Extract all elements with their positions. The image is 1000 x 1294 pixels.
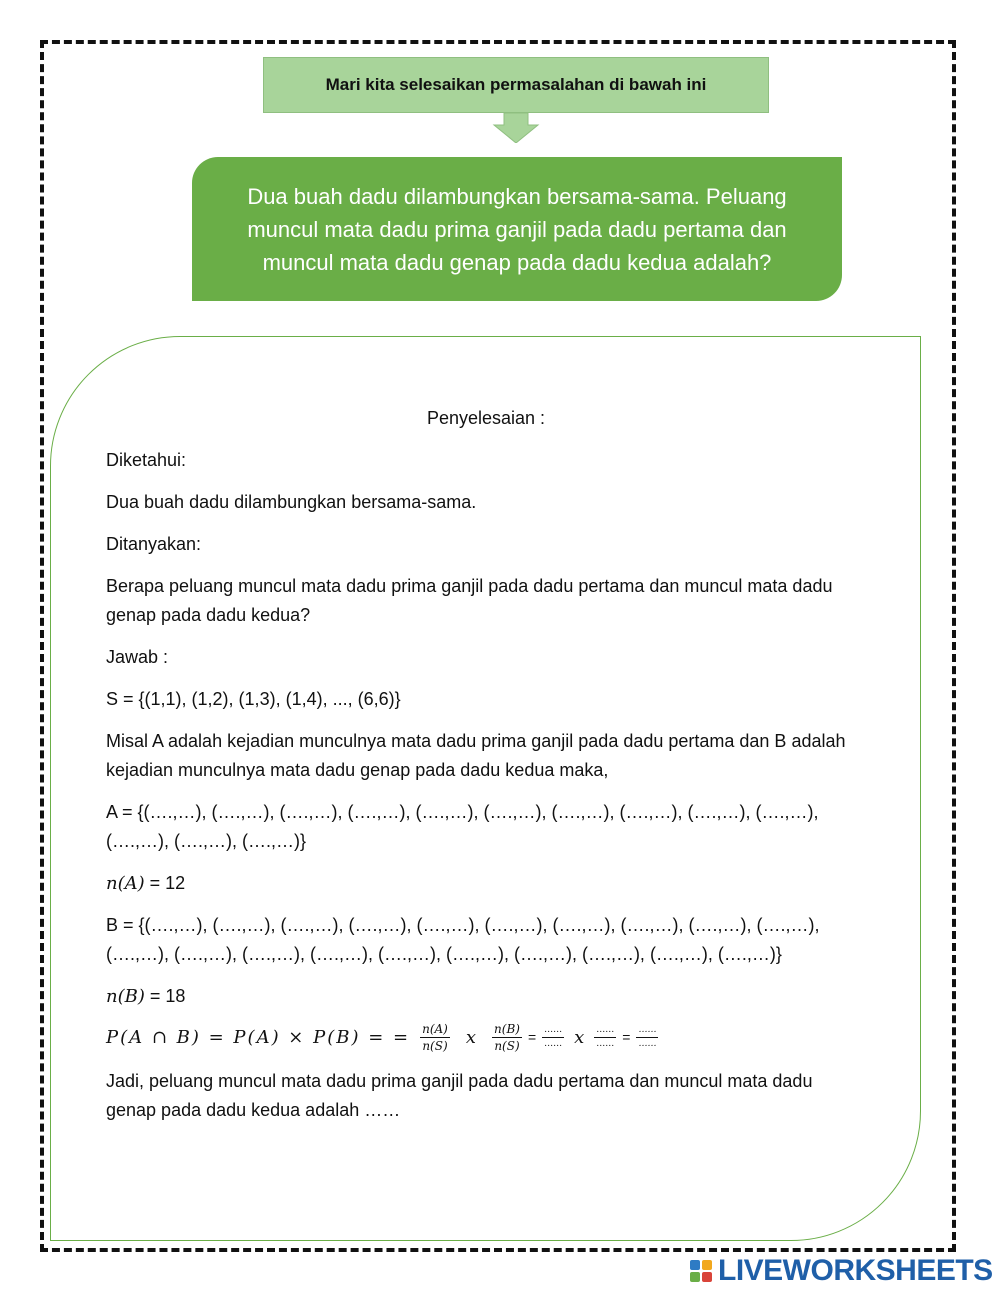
n-a-value: = 12 xyxy=(144,873,186,893)
fraction-denominator: n(S) xyxy=(422,1039,448,1053)
solution-heading: Penyelesaian : xyxy=(426,408,546,428)
blank-denominator[interactable]: …… xyxy=(544,1039,563,1049)
answer-label: Jawab : xyxy=(106,647,169,667)
n-a-line xyxy=(106,869,866,898)
liveworksheets-brand xyxy=(690,1255,993,1287)
liveworksheets-logo-icon xyxy=(690,1260,712,1282)
n-b-value: = 18 xyxy=(144,986,186,1006)
fraction-numerator: n(A) xyxy=(422,1022,448,1036)
fraction-n-a-over-n-s xyxy=(420,1022,450,1053)
solution-content xyxy=(106,404,866,1138)
blank-fraction-1[interactable] xyxy=(542,1025,564,1050)
asked-label: Ditanyakan: xyxy=(106,534,202,554)
instruction-banner xyxy=(263,57,769,113)
set-b: B = {(….,…), (….,…), (….,…), (….,…), (….,…), (….,…), (….,…), (….,…), (….,…), (….,…), (….,…), (….,…), (….,…), (….,…), (….,…), (….,…), (….,…), (….,…), (….,…), (….,…)} xyxy=(106,915,820,964)
known-label: Diketahui: xyxy=(106,450,187,470)
asked-text: Berapa peluang muncul mata dadu prima ganjil pada dadu pertama dan muncul mata dadu genap pada dadu kedua? xyxy=(106,576,833,625)
brand-text: LIVEWORKSHEETS xyxy=(718,1254,993,1287)
problem-text: Dua buah dadu dilambungkan bersama-sama. Peluang muncul mata dadu prima ganjil pada dadu pertama dan muncul mata dadu genap pada dadu kedua adalah? xyxy=(247,183,787,275)
blank-fraction-2[interactable] xyxy=(594,1025,616,1050)
known-text: Dua buah dadu dilambungkan bersama-sama. xyxy=(106,492,477,512)
times-symbol: x xyxy=(465,1027,477,1048)
n-a-symbol: n(A) xyxy=(106,873,145,894)
blank-denominator[interactable]: …… xyxy=(638,1039,657,1049)
sample-space: S = {(1,1), (1,2), (1,3), (1,4), ..., (6,6)} xyxy=(106,689,401,709)
fraction-numerator: n(B) xyxy=(494,1022,520,1036)
blank-denominator[interactable]: …… xyxy=(596,1039,615,1049)
instruction-title: Mari kita selesaikan permasalahan di bawah ini xyxy=(325,75,707,94)
blank-numerator[interactable]: …… xyxy=(542,1025,564,1038)
equals-symbol: = xyxy=(527,1029,537,1045)
down-arrow-icon xyxy=(492,113,540,143)
probability-formula xyxy=(106,1022,866,1053)
n-b-line xyxy=(106,982,866,1011)
blank-numerator[interactable]: …… xyxy=(636,1025,658,1038)
event-definition: Misal A adalah kejadian munculnya mata dadu prima ganjil pada dadu pertama dan B adalah kejadian munculnya mata dadu genap pada dadu kedua maka, xyxy=(106,731,846,780)
set-a: A = {(….,…), (….,…), (….,…), (….,…), (….,…), (….,…), (….,…), (….,…), (….,…), (….,…), (….,…), (….,…), (….,…)} xyxy=(106,802,819,851)
fraction-denominator: n(S) xyxy=(494,1039,520,1053)
blank-fraction-3[interactable] xyxy=(636,1025,658,1050)
conclusion: Jadi, peluang muncul mata dadu prima ganjil pada dadu pertama dan muncul mata dadu genap pada dadu kedua adalah …… xyxy=(106,1071,813,1120)
n-b-symbol: n(B) xyxy=(106,986,145,1007)
problem-statement xyxy=(192,157,842,301)
blank-numerator[interactable]: …… xyxy=(594,1025,616,1038)
times-symbol: x xyxy=(574,1027,585,1048)
formula-lhs: P(A ∩ B) = P(A) × P(B) = = xyxy=(106,1027,411,1048)
equals-symbol: = xyxy=(622,1029,631,1045)
fraction-n-b-over-n-s xyxy=(492,1022,522,1053)
